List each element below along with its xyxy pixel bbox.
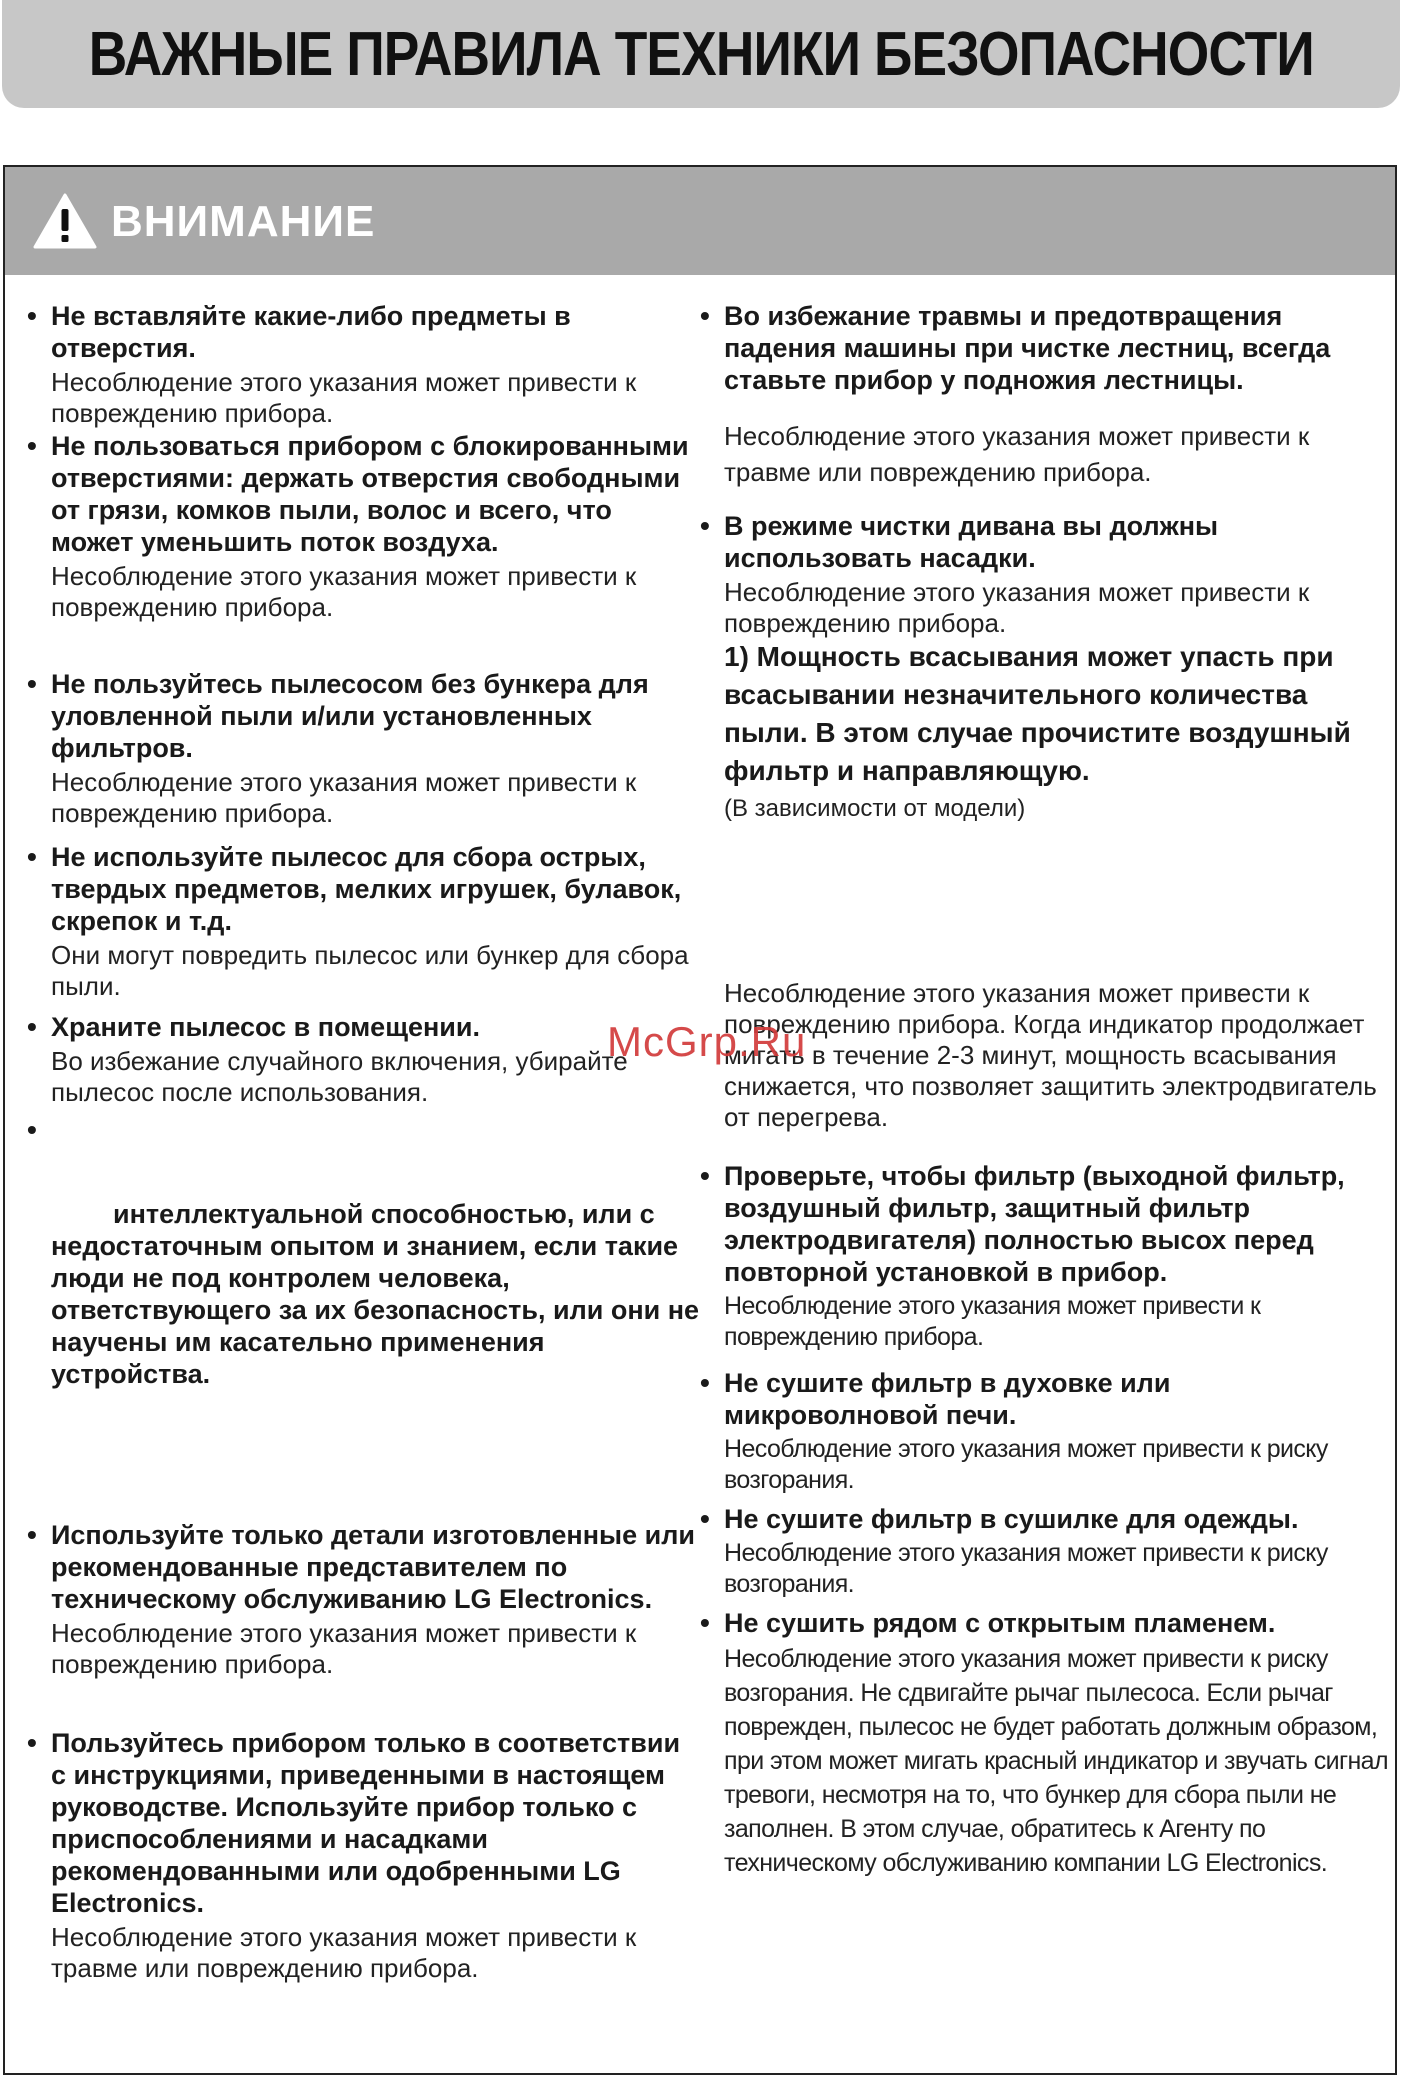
item-heading: Не сушите фильтр в сушилке для одежды. <box>724 1504 1299 1534</box>
item-body: Несоблюдение этого указания может привести к повреждению прибора. <box>724 1292 1261 1351</box>
bullet-marker: • <box>700 1160 710 1191</box>
note-body: Несоблюдение этого указания может привести к повреждению прибора. Когда индикатор продолжает мигать в течение 2-3 минут, мощность всасывания снижается, что позволяет защитить электродвигатель от перегрева. <box>724 978 1377 1132</box>
list-item <box>27 1727 697 1984</box>
list-item <box>700 510 1390 638</box>
bullet-marker: • <box>700 1607 710 1638</box>
item-heading: Проверьте, чтобы фильтр (выходной фильтр, воздушный фильтр, защитный фильтр электродвигателя) полностью высох перед повторной установкой в прибор. <box>724 1161 1345 1287</box>
item-body: Несоблюдение этого указания может привести к травме или повреждению прибора. <box>51 1922 637 1983</box>
item-heading: Пользуйтесь прибором только в соответствии с инструкциями, приведенными в настоящем руководстве. Используйте прибор только с приспособлениями и насадками рекомендованными или одобренными LG Electronics. <box>51 1728 681 1918</box>
warning-header <box>5 167 1395 275</box>
list-item <box>27 841 697 1011</box>
item-body: Несоблюдение этого указания может привести к риску возгорания. <box>724 1539 1328 1598</box>
item-heading: Не сушить рядом с открытым пламенем. <box>724 1608 1276 1638</box>
bullet-marker: • <box>700 300 710 331</box>
bullet-marker: • <box>700 1503 710 1534</box>
item-body: Несоблюдение этого указания может привести к повреждению прибора. <box>724 577 1310 638</box>
warning-triangle-icon <box>33 193 97 249</box>
bullet-marker: • <box>27 1519 37 1550</box>
list-item <box>27 1011 697 1111</box>
item-heading: Храните пылесос в помещении. <box>51 1012 480 1042</box>
warning-label: ВНИМАНИЕ <box>111 197 376 246</box>
bullet-marker: • <box>27 841 37 872</box>
item-body: Во избежание случайного включения, убирайте пылесос после использования. <box>51 1046 628 1107</box>
bullet-marker: • <box>700 1367 710 1398</box>
list-item <box>27 300 697 430</box>
list-item <box>700 1503 1390 1607</box>
list-item <box>700 1607 1390 1880</box>
warning-section <box>3 165 1397 2075</box>
bullet-marker: • <box>27 1011 37 1042</box>
item-heading: В режиме чистки дивана вы должны использовать насадки. <box>724 511 1219 573</box>
numbered-note <box>700 638 1390 1160</box>
item-heading-fragment: интеллектуальной способностью, или с недостаточным опытом и знанием, если такие люди не под контролем человека, ответствующего за их безопасность, или они не научены им касательно применения устройства. <box>51 1199 700 1389</box>
bullet-marker: • <box>27 1114 37 1145</box>
list-item <box>27 1114 700 1519</box>
item-body: Они могут повредить пылесос или бункер для сбора пыли. <box>51 940 689 1001</box>
item-heading: Не пользоваться прибором с блокированными отверстиями: держать отверстия свободными от грязи, комков пыли, волос и всего, что может уменьшить поток воздуха. <box>51 431 689 557</box>
list-item <box>27 668 697 841</box>
right-column <box>700 300 1390 1880</box>
bullet-marker: • <box>27 668 37 699</box>
item-heading: Не пользуйтесь пылесосом без бункера для уловленной пыли и/или установленных фильтров. <box>51 669 649 763</box>
note-subnote: (В зависимости от модели) <box>724 795 1026 822</box>
list-item <box>700 300 1390 510</box>
item-heading: Не вставляйте какие-либо предметы в отверстия. <box>51 301 571 363</box>
item-body: Несоблюдение этого указания может привести к травме или повреждению прибора. <box>724 421 1310 487</box>
list-item <box>27 430 697 668</box>
item-heading: Не используйте пылесос для сбора острых, твердых предметов, мелких игрушек, булавок, скрепок и т.д. <box>51 842 682 936</box>
item-body: Несоблюдение этого указания может привести к повреждению прибора. <box>51 367 637 428</box>
list-item <box>700 1367 1390 1503</box>
page-title-bar <box>2 0 1400 108</box>
list-item <box>700 1160 1390 1367</box>
item-body: Несоблюдение этого указания может привести к повреждению прибора. <box>51 1618 637 1679</box>
item-heading: Во избежание травмы и предотвращения падения машины при чистке лестниц, всегда ставьте прибор у подножия лестницы. <box>724 301 1331 395</box>
left-column <box>27 300 700 1984</box>
page-title: ВАЖНЫЕ ПРАВИЛА ТЕХНИКИ БЕЗОПАСНОСТИ <box>88 19 1314 89</box>
item-body: Несоблюдение этого указания может привести к риску возгорания. Не сдвигайте рычаг пылесоса. Если рычаг поврежден, пылесос не будет работать должным образом, при этом может мигать красный индикатор и звучать сигнал тревоги, несмотря на то, что бункер для сбора пыли не заполнен. В этом случае, обратитесь к Агенту по техническому обслуживанию компании LG Electronics. <box>724 1645 1388 1877</box>
item-body: Несоблюдение этого указания может привести к повреждению прибора. <box>51 767 637 828</box>
note-heading: 1) Мощность всасывания может упасть при всасывании незначительного количества пыли. В этом случае прочистите воздушный фильтр и направляющую. <box>724 641 1351 786</box>
bullet-marker: • <box>27 1727 37 1758</box>
bullet-marker: • <box>700 510 710 541</box>
watermark: McGrp.Ru <box>607 1018 807 1065</box>
item-heading: Не сушите фильтр в духовке или микроволновой печи. <box>724 1368 1171 1430</box>
bullet-marker: • <box>27 430 37 461</box>
list-item <box>27 1519 697 1727</box>
item-body: Несоблюдение этого указания может привести к повреждению прибора. <box>51 561 637 622</box>
item-heading: Используйте только детали изготовленные или рекомендованные представителем по техническому обслуживанию LG Electronics. <box>51 1520 695 1614</box>
item-body: Несоблюдение этого указания может привести к риску возгорания. <box>724 1435 1328 1494</box>
bullet-marker: • <box>27 300 37 331</box>
